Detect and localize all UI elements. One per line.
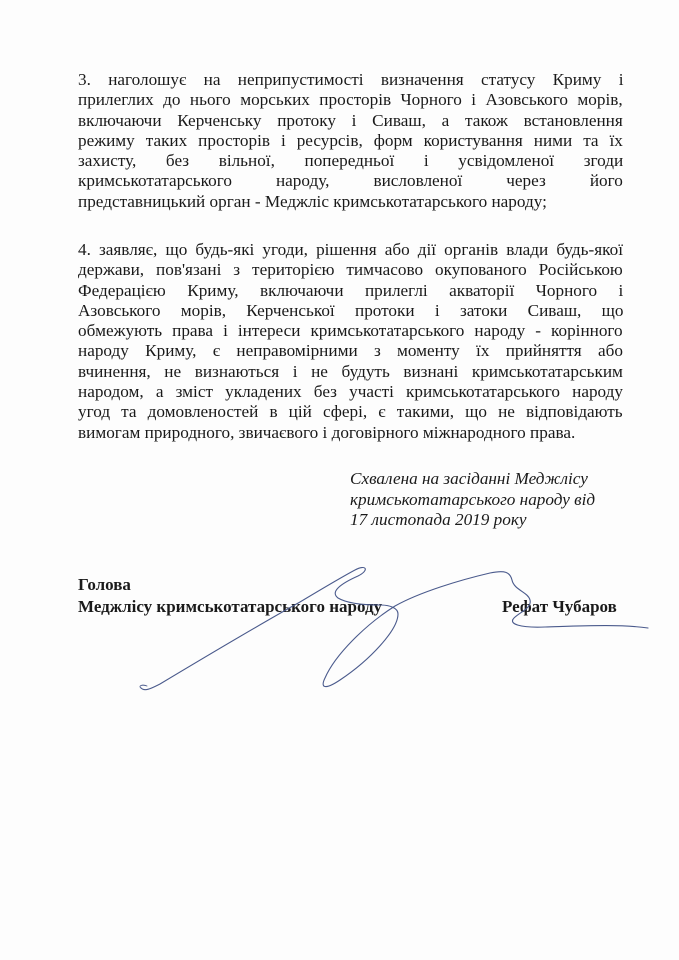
paragraph-line: представницький орган - Меджліс кримськотатарського народу;: [78, 191, 547, 211]
paragraph-line: угод та домовленостей в цій сфері, є такими, що не відповідають: [78, 402, 623, 422]
paragraph-line: 3. наголошує на неприпустимості визначення статусу Криму і: [78, 70, 624, 89]
approval-date-line: 17 листопада 2019 року: [350, 510, 527, 529]
paragraph-line: народом, а зміст укладених без участі кримськотатарського народу: [78, 382, 623, 402]
approval-line: Схвалена на засіданні Меджлісу: [350, 469, 588, 488]
signature-stroke: [140, 685, 147, 688]
paragraph-line: режиму таких просторів і ресурсів, форм користування ними та їх: [78, 130, 623, 150]
signatory-title: [78, 574, 382, 618]
paragraph-line: Азовського морів, Керченської протоки і затоки Сиваш, що: [78, 300, 624, 320]
approval-line: кримськотатарського народу від: [350, 489, 596, 509]
paragraph-line: народу Криму, є неправомірними з моменту їх прийняття або: [78, 341, 623, 361]
paragraph-line: включаючи Керченську протоку і Сиваш, а також встановлення: [78, 110, 623, 130]
paragraph-4: [78, 240, 623, 443]
paragraph-line: вчинення, не визнаються і не будуть визнані кримськотатарським: [78, 361, 623, 381]
paragraph-line: прилеглих до нього морських просторів Чорного і Азовського морів,: [78, 90, 623, 110]
paragraph-line: захисту, без вільної, попередньої і усвідомленої згоди: [78, 151, 624, 171]
paragraph-line: вимогам природного, звичаєвого і договірного міжнародного права.: [78, 422, 576, 442]
paragraph-line: обмежують права і інтереси кримськотатарського народу - корінного: [78, 321, 623, 341]
signatory-title-line-2: Меджлісу кримськотатарського народу: [78, 597, 383, 616]
paragraph-3: [78, 70, 623, 212]
paragraph-line: держави, пов'язані з територією тимчасово окупованого Російською: [78, 260, 623, 280]
signatory-title-line-1: Голова: [78, 575, 131, 594]
signatory-name: Рефат Чубаров: [502, 597, 617, 616]
paragraph-line: Федерацією Криму, включаючи прилеглі акваторії Чорного і: [78, 280, 624, 300]
paragraph-line: 4. заявляє, що будь-які угоди, рішення або дії органів влади будь-якої: [78, 240, 623, 259]
paragraph-line: кримськотатарського народу, висловленої через його: [78, 171, 623, 191]
approval-note: [350, 469, 595, 531]
